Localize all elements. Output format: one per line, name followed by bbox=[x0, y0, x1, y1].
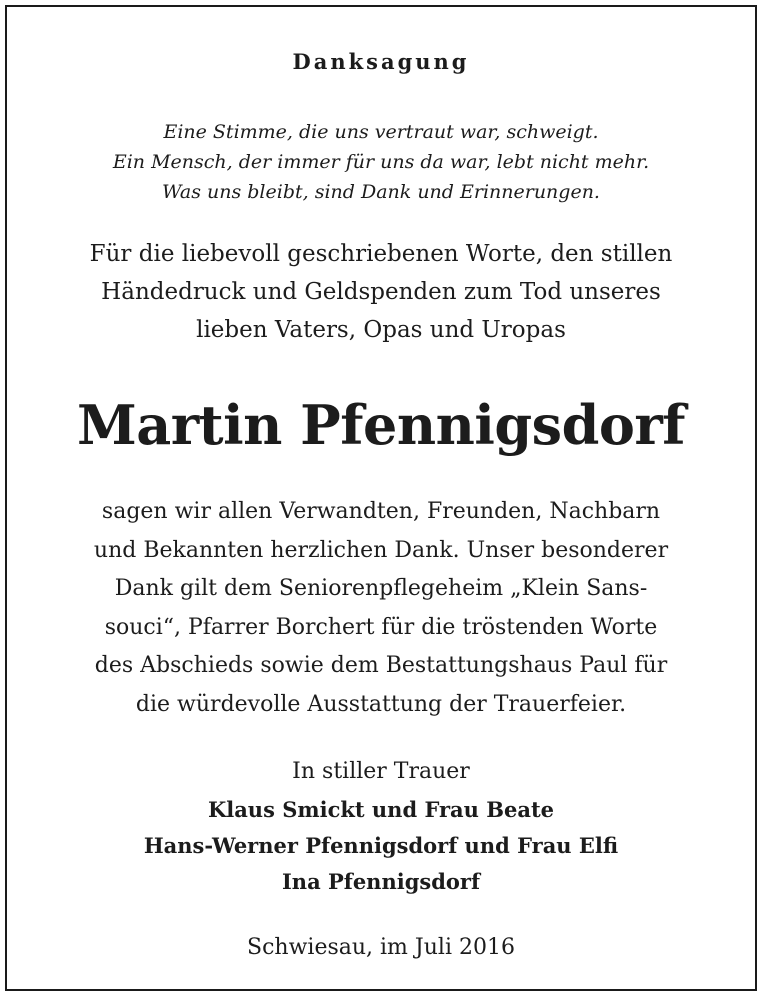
signer-name: Hans-Werner Pfennigsdorf und Frau Elfi bbox=[143, 833, 619, 858]
body-line: souci“, Pfarrer Borchert für die tröstenden Worte bbox=[104, 614, 658, 640]
thanks-paragraph bbox=[7, 493, 755, 724]
obituary-notice bbox=[5, 5, 757, 991]
poem-line: Eine Stimme, die uns vertraut war, schweigt. bbox=[163, 121, 599, 143]
body-line: und Bekannten herzlichen Dank. Unser besonderer bbox=[93, 537, 669, 563]
place-date: Schwiesau, im Juli 2016 bbox=[247, 935, 515, 960]
notice-heading: Danksagung bbox=[292, 49, 470, 74]
body-line: des Abschieds sowie dem Bestattungshaus Paul für bbox=[94, 653, 668, 678]
signer-name: Klaus Smickt und Frau Beate bbox=[207, 797, 555, 822]
intro-line: lieben Vaters, Opas und Uropas bbox=[196, 317, 566, 343]
intro-line: Für die liebevoll geschriebenen Worte, den stillen bbox=[89, 241, 673, 267]
deceased-name: Martin Pfennigsdorf bbox=[76, 393, 686, 457]
body-line: sagen wir allen Verwandten, Freunden, Nachbarn bbox=[101, 499, 661, 524]
mourning-line: In stiller Trauer bbox=[292, 759, 470, 784]
signers-list bbox=[7, 792, 755, 900]
poem-line: Ein Mensch, der immer für uns da war, lebt nicht mehr. bbox=[112, 151, 650, 173]
poem-line: Was uns bleibt, sind Dank und Erinnerungen. bbox=[162, 181, 600, 203]
intro-paragraph bbox=[7, 235, 755, 349]
body-line: die würdevolle Ausstattung der Trauerfeier. bbox=[135, 691, 627, 717]
poem-verse bbox=[7, 117, 755, 207]
signer-name: Ina Pfennigsdorf bbox=[281, 869, 480, 894]
body-line: Dank gilt dem Seniorenpflegeheim „Klein Sans- bbox=[114, 576, 648, 601]
intro-line: Händedruck und Geldspenden zum Tod unseres bbox=[101, 279, 661, 305]
